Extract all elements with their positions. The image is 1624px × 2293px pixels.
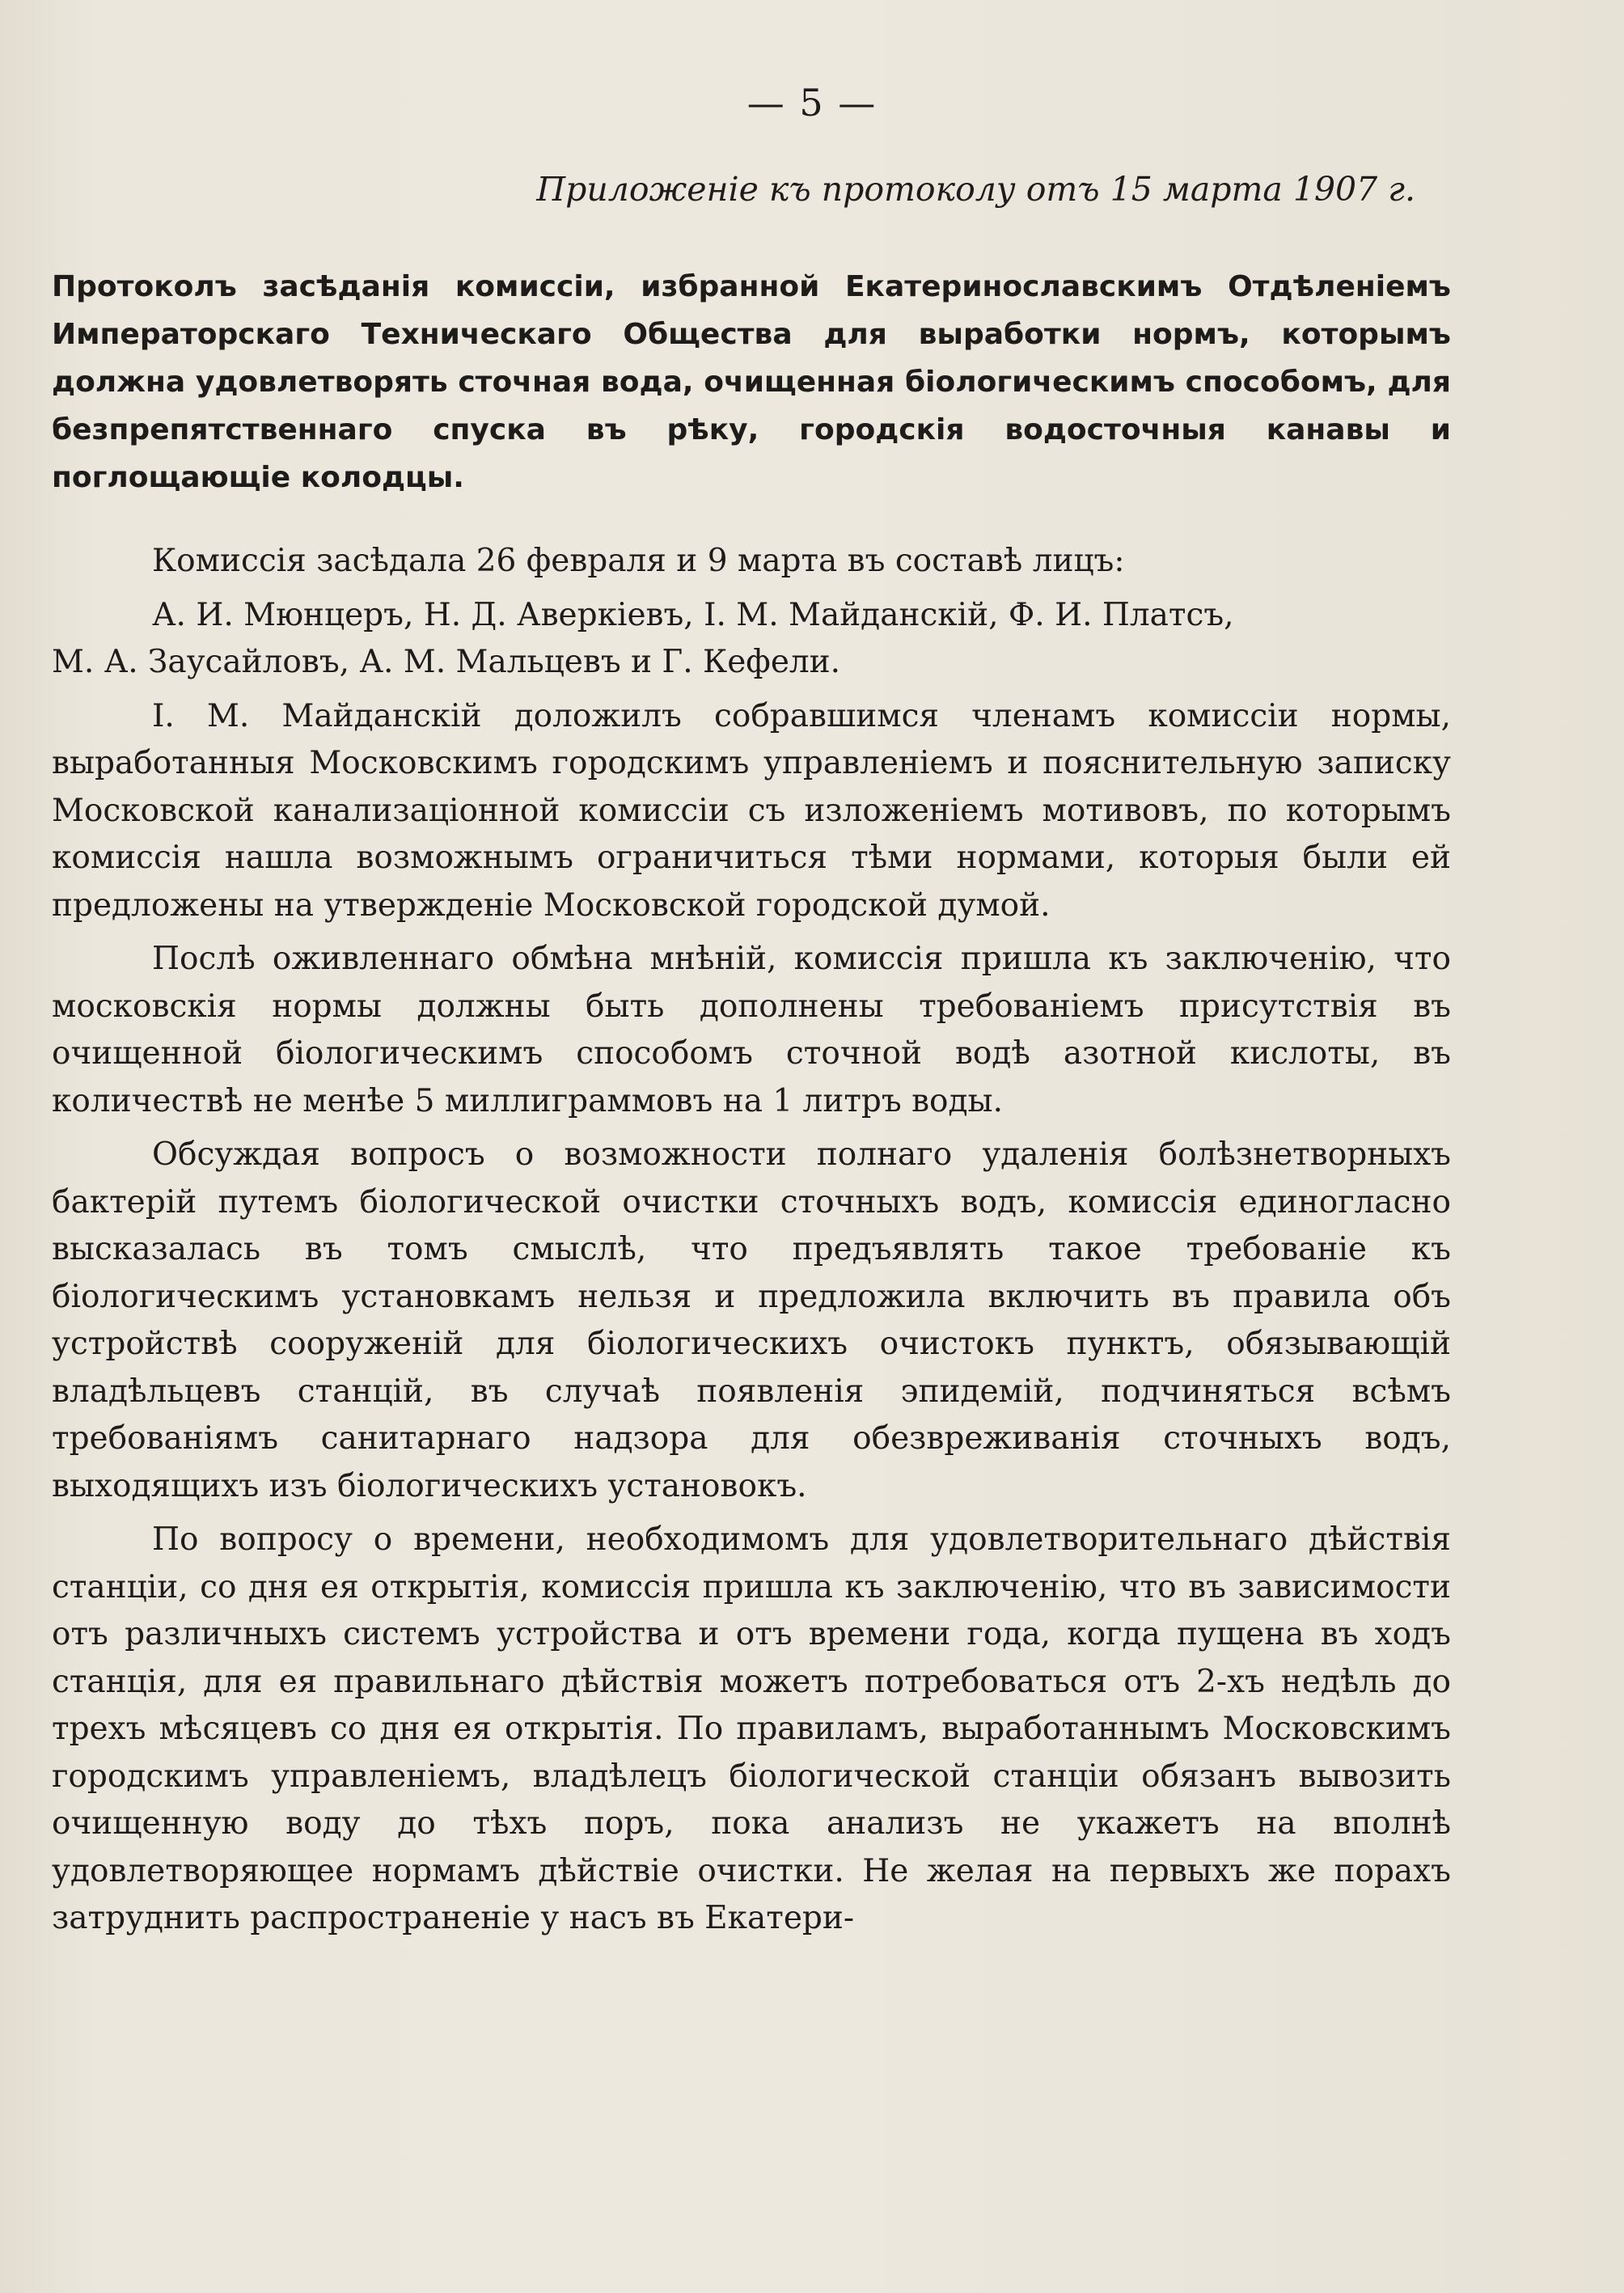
document-title: Протоколъ засѣданія комиссіи, избранной Екатеринославскимъ Отдѣленіемъ Императорскаго Техническаго Общества для выработки нормъ, которымъ должна удовлетворять сточная вода, очищенная біологическимъ способомъ, для безпрепятственнаго спуска въ рѣку, городскія водосточныя канавы и поглощающіе колодцы. [52, 270, 1451, 494]
members-list-line-2: М. А. Заусайловъ, А. М. Мальцевъ и Г. Кефели. [52, 644, 841, 680]
paragraph-bacteria: Обсуждая вопросъ о возможности полнаго удаленія болѣзнетворныхъ бактерій путемъ біологической очистки сточныхъ водъ, комиссія единогласно высказалась въ томъ смыслѣ, что предъявлять такое требованіе къ біологическимъ установкамъ нельзя и предложила включить въ правила объ устройствѣ сооруженій для біологическихъ очистокъ пунктъ, обязывающій владѣльцевъ станцій, въ случаѣ появленія эпидемій, подчиняться всѣмъ требованіямъ санитарнаго надзора для обезвреживанія сточныхъ водъ, выходящихъ изъ біологическихъ установокъ. [52, 1136, 1451, 1504]
paragraph-report: І. М. Майданскій доложилъ собравшимся членамъ комиссіи нормы, выработанныя Московскимъ городскимъ управленіемъ и пояснительную записку Московской канализаціонной комиссіи съ изложеніемъ мотивовъ, по которымъ комиссія нашла возможнымъ ограничиться тѣми нормами, которыя были ей предложены на утвержденіе Московской городской думой. [52, 697, 1451, 924]
paragraph-conclusion-nitric-acid: Послѣ оживленнаго обмѣна мнѣній, комиссія пришла къ заключенію, что московскія нормы должны быть дополнены требованіемъ присутствія въ очищенной біологическимъ способомъ сточной водѣ азотной кислоты, въ количествѣ не менѣе 5 миллиграммовъ на 1 литръ воды. [52, 941, 1451, 1119]
page-number: — 5 — [746, 81, 878, 125]
members-list-line-1: А. И. Мюнцеръ, Н. Д. Аверкіевъ, І. М. Майданскій, Ф. И. Платсъ, [152, 596, 1234, 633]
paragraph-station-time: По вопросу о времени, необходимомъ для удовлетворительнаго дѣйствія станціи, со дня ея открытія, комиссія пришла къ заключенію, что въ зависимости отъ различныхъ системъ устройства и отъ времени года, когда пущена въ ходъ станція, для ея правильнаго дѣйствія можетъ потребоваться отъ 2-хъ недѣль до трехъ мѣсяцевъ со дня ея открытія. По правиламъ, выработаннымъ Московскимъ городскимъ управленіемъ, владѣлецъ біологической станціи обязанъ вывозить очищенную воду до тѣхъ поръ, пока анализъ не укажетъ на вполнѣ удовлетворяющее нормамъ дѣйствіе очистки. Не желая на первыхъ же порахъ затруднить распространеніе у насъ въ Екатери- [52, 1521, 1451, 1936]
intro-paragraph: Комиссія засѣдала 26 февраля и 9 марта въ составѣ лицъ: [152, 543, 1125, 579]
appendix-caption: Приложеніе къ протоколу отъ 15 марта 1907 г. [536, 170, 1415, 209]
document-body [52, 538, 1451, 1949]
